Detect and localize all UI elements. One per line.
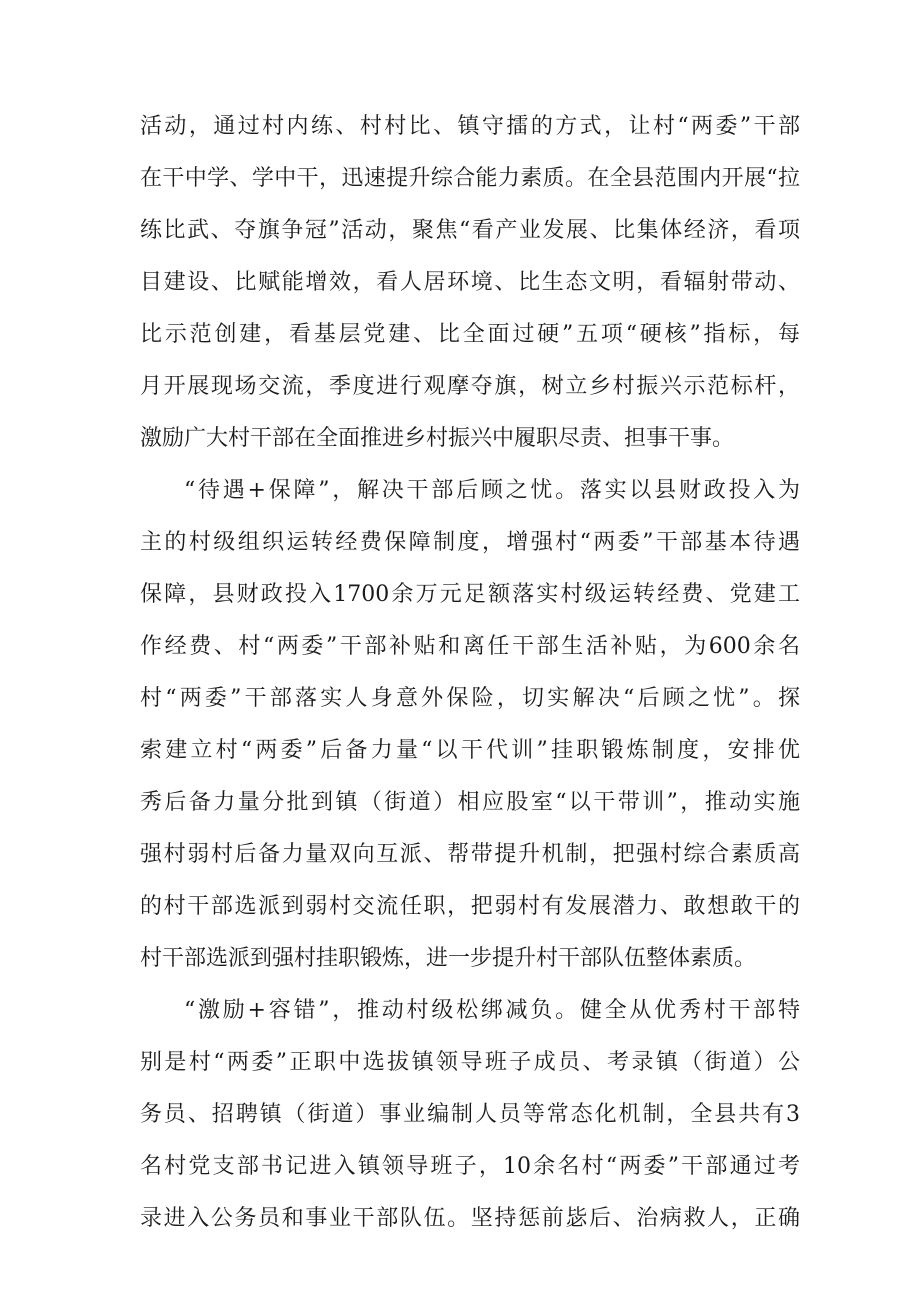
paragraph-2-line-7: 秀后备力量分批到镇（街道）相应股室“以干带训”，推动实施 bbox=[140, 790, 800, 815]
paragraph-2-line-2: 主的村级组织运转经费保障制度，增强村“两委”干部基本待遇 bbox=[140, 530, 800, 555]
paragraph-2-line-5: 村“两委”干部落实人身意外保险，切实解决“后顾之忧”。探 bbox=[140, 686, 800, 711]
paragraph-1-line-7: 激励广大村干部在全面推进乡村振兴中履职尽责、担事干事。 bbox=[140, 426, 735, 451]
paragraph-1-line-5: 比示范创建，看基层党建、比全面过硬”五项“硬核”指标，每 bbox=[140, 322, 800, 347]
paragraph-2-line-8: 强村弱村后备力量双向互派、帮带提升机制，把强村综合素质高 bbox=[140, 842, 800, 867]
paragraph-2-line-6: 索建立村“两委”后备力量“以干代训”挂职锻炼制度，安排优 bbox=[140, 738, 800, 763]
paragraph-2-line-10: 村干部选派到强村挂职锻炼，进一步提升村干部队伍整体素质。 bbox=[140, 946, 757, 971]
paragraph-3-line-5: 录进入公务员和事业干部队伍。坚持惩前毖后、治病救人，正确 bbox=[140, 1206, 800, 1231]
paragraph-2-line-9: 的村干部选派到弱村交流任职，把弱村有发展潜力、敢想敢干的 bbox=[140, 894, 800, 919]
paragraph-1-line-6: 月开展现场交流，季度进行观摩夺旗，树立乡村振兴示范标杆， bbox=[140, 374, 800, 399]
paragraph-3-line-4: 名村党支部书记进入镇领导班子，10余名村“两委”干部通过考 bbox=[140, 1154, 800, 1179]
paragraph-3-line-3: 务员、招聘镇（街道）事业编制人员等常态化机制，全县共有3 bbox=[140, 1102, 800, 1127]
paragraph-3-line-1: “激励+容错”，推动村级松绑减负。健全从优秀村干部特 bbox=[184, 998, 800, 1023]
paragraph-3-line-2: 别是村“两委”正职中选拔镇领导班子成员、考录镇（街道）公 bbox=[140, 1050, 800, 1075]
paragraph-1-line-3: 练比武、夺旗争冠”活动，聚焦“看产业发展、比集体经济，看项 bbox=[140, 218, 800, 243]
paragraph-2-line-3: 保障，县财政投入1700余万元足额落实村级运转经费、党建工 bbox=[140, 582, 800, 607]
paragraph-2-line-4: 作经费、村“两委”干部补贴和离任干部生活补贴，为600余名 bbox=[140, 634, 800, 659]
paragraph-1-line-1: 活动，通过村内练、村村比、镇守擂的方式，让村“两委”干部 bbox=[140, 114, 800, 139]
paragraph-1-line-2: 在干中学、学中干，迅速提升综合能力素质。在全县范围内开展“拉 bbox=[140, 166, 800, 191]
paragraph-2-line-1: “待遇+保障”，解决干部后顾之忧。落实以县财政投入为 bbox=[184, 478, 800, 503]
paragraph-1-line-4: 目建设、比赋能增效，看人居环境、比生态文明，看辐射带动、 bbox=[140, 270, 800, 295]
